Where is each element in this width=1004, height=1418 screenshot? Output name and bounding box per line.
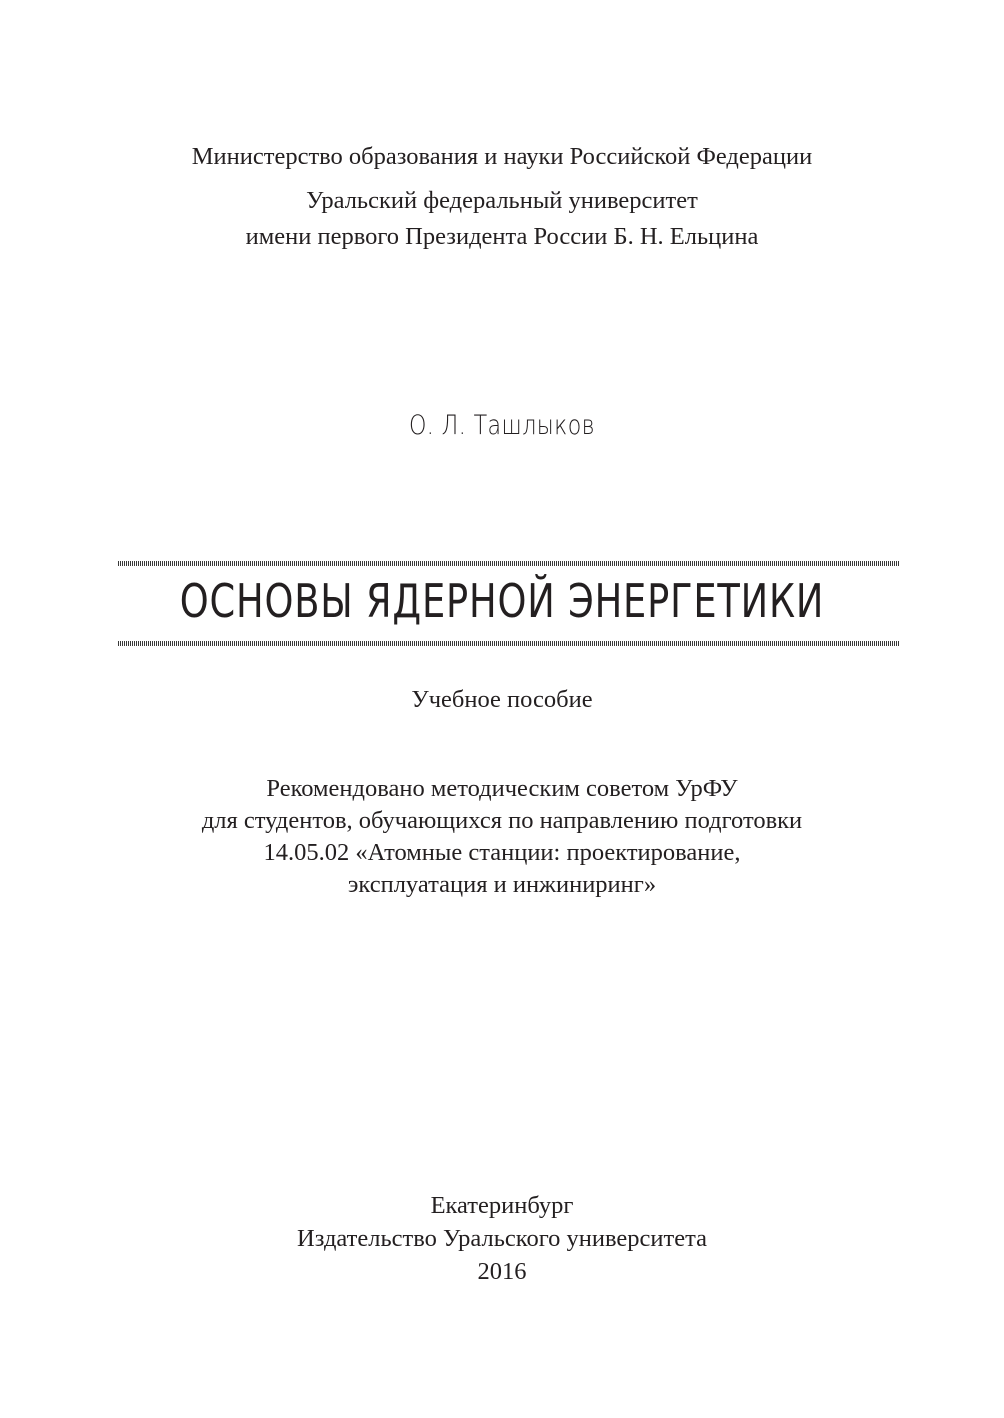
recommendation-line: 14.05.02 «Атомные станции: проектирование, (263, 839, 741, 866)
recommendation-line: Рекомендовано методическим советом УрФУ (266, 775, 738, 802)
university-full-name: имени первого Президента России Б. Н. Ельцина (245, 223, 759, 250)
university-heading (0, 183, 1004, 255)
document-type-label: Учебное пособие (411, 686, 593, 713)
ministry-heading (0, 139, 1004, 175)
document-type (0, 682, 1004, 718)
author-name: О. Л. Ташлыков (408, 410, 596, 441)
imprint-block (0, 1189, 1004, 1288)
imprint-publisher: Издательство Уральского университета (297, 1225, 707, 1252)
recommendation-line: для студентов, обучающихся по направлению подготовки (201, 807, 803, 834)
recommendation-block (0, 773, 1004, 901)
book-title: ОСНОВЫ ЯДЕРНОЙ ЭНЕРГЕТИКИ (179, 574, 825, 628)
title-rule-top (118, 561, 899, 566)
title-rule-bottom (118, 641, 899, 646)
university-name: Уральский федеральный университет (306, 187, 698, 214)
ministry-name: Министерство образования и науки Российской Федерации (191, 143, 813, 170)
recommendation-line: эксплуатация и инжиниринг» (347, 871, 657, 898)
imprint-city: Екатеринбург (430, 1192, 574, 1219)
imprint-year: 2016 (477, 1258, 527, 1285)
